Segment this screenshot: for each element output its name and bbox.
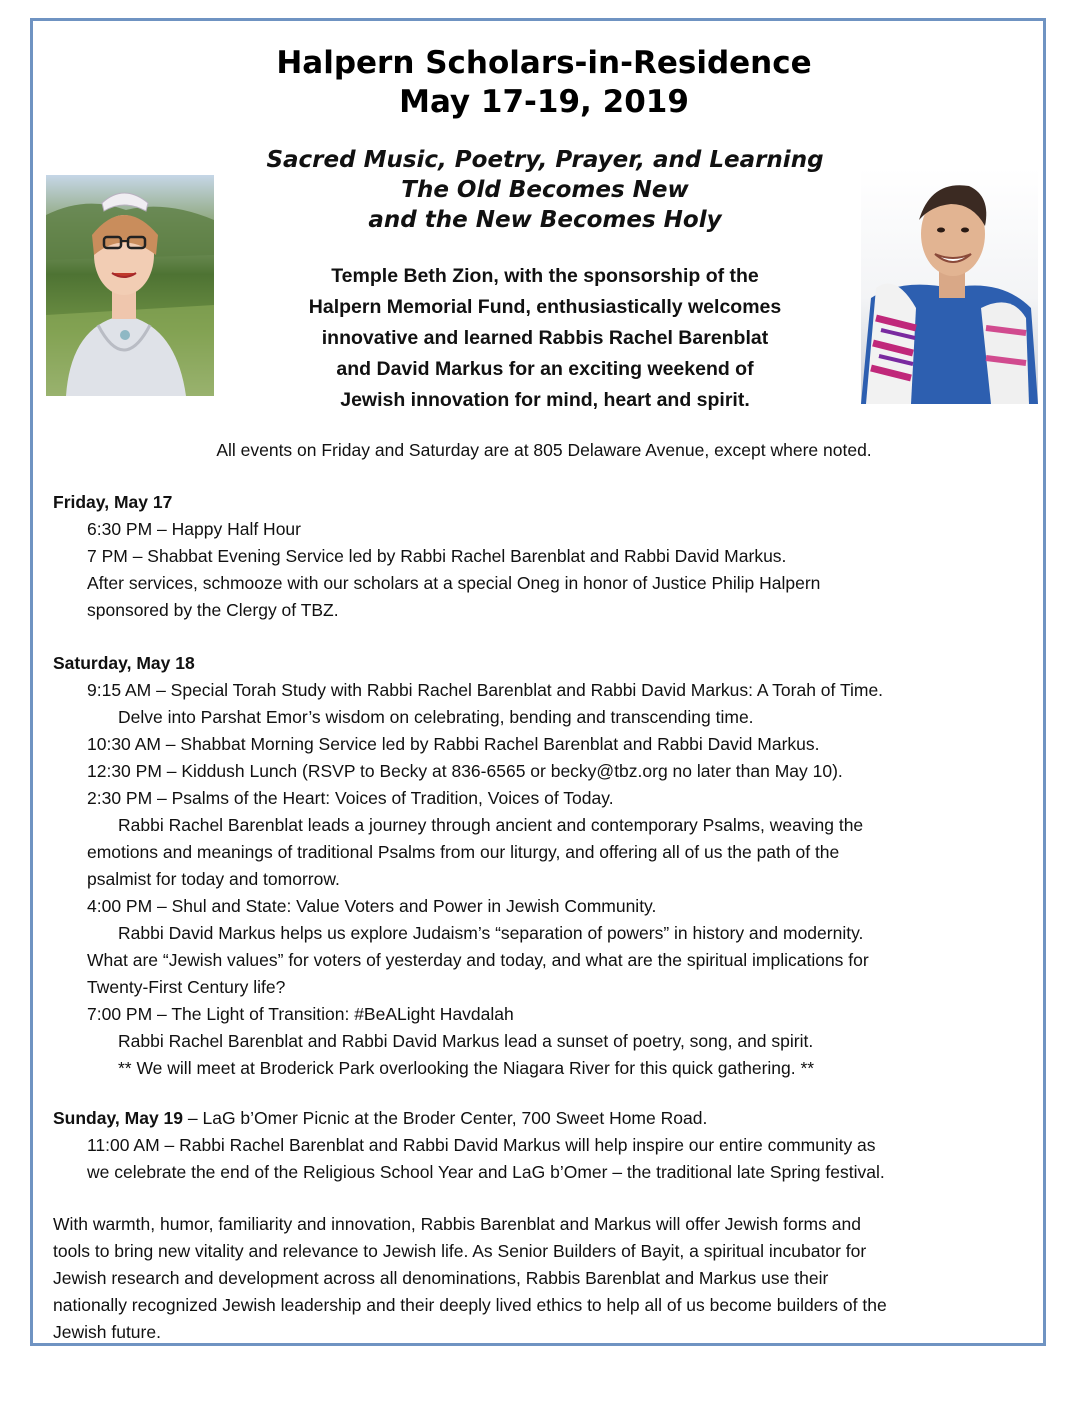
schedule-item: 6:30 PM – Happy Half Hour: [87, 519, 301, 539]
schedule-detail: Rabbi Rachel Barenblat and Rabbi David Markus lead a sunset of poetry, song, and spirit.: [118, 1031, 814, 1051]
schedule-item: 12:30 PM – Kiddush Lunch (RSVP to Becky at 836-6565 or becky@tbz.org no later than May 10).: [87, 761, 843, 781]
closing-paragraph: [53, 1211, 1038, 1346]
schedule-detail: Rabbi David Markus helps us explore Judaism’s “separation of powers” in history and modernity.: [118, 923, 864, 943]
intro-line: Temple Beth Zion, with the sponsorship of the: [331, 265, 759, 287]
saturday-heading: Saturday, May 18: [53, 653, 195, 673]
schedule-item: 9:15 AM – Special Torah Study with Rabbi Rachel Barenblat and Rabbi David Markus: A Torah of Time.: [87, 680, 884, 700]
intro-paragraph: [265, 261, 825, 416]
rabbi-rachel-photo: [46, 175, 214, 396]
saturday-section: [53, 650, 1038, 1082]
portrait-illustration: [46, 175, 214, 396]
closing-line: Jewish future.: [53, 1322, 161, 1342]
subtitle-line: Sacred Music, Poetry, Prayer, and Learning: [266, 147, 824, 173]
schedule-item: 4:00 PM – Shul and State: Value Voters and Power in Jewish Community.: [87, 896, 657, 916]
page-title: Halpern Scholars-in-Residence: [276, 45, 812, 81]
sunday-heading-line: [53, 1105, 1038, 1132]
schedule-detail: Twenty-First Century life?: [87, 977, 286, 997]
schedule-detail: we celebrate the end of the Religious School Year and LaG b’Omer – the traditional late Spring festival.: [87, 1162, 885, 1182]
intro-line: Jewish innovation for mind, heart and spirit.: [340, 389, 750, 411]
closing-line: With warmth, humor, familiarity and innovation, Rabbis Barenblat and Markus will offer Jewish forms and: [53, 1214, 861, 1234]
friday-heading: Friday, May 17: [53, 492, 173, 512]
schedule-detail: What are “Jewish values” for voters of yesterday and today, and what are the spiritual implications for: [87, 950, 869, 970]
schedule-detail: Delve into Parshat Emor’s wisdom on celebrating, bending and transcending time.: [118, 707, 754, 727]
schedule-item: 7:00 PM – The Light of Transition: #BeALight Havdalah: [87, 1004, 514, 1024]
schedule-detail: Rabbi Rachel Barenblat leads a journey through ancient and contemporary Psalms, weaving the: [118, 815, 864, 835]
intro-line: Halpern Memorial Fund, enthusiastically welcomes: [308, 296, 782, 318]
sunday-heading-detail: – LaG b’Omer Picnic at the Broder Center, 700 Sweet Home Road.: [183, 1108, 708, 1128]
location-notice: All events on Friday and Saturday are at 805 Delaware Avenue, except where noted.: [216, 440, 872, 460]
sunday-section: [53, 1105, 1038, 1186]
schedule-item: 7 PM – Shabbat Evening Service led by Rabbi Rachel Barenblat and Rabbi David Markus.: [87, 546, 787, 566]
closing-line: nationally recognized Jewish leadership and their deeply lived ethics to help all of us become builders of the: [53, 1295, 887, 1315]
event-subtitle: [215, 145, 875, 235]
schedule-detail: ** We will meet at Broderick Park overlooking the Niagara River for this quick gathering. **: [118, 1058, 815, 1078]
rabbi-david-photo: [861, 168, 1038, 404]
subtitle-line: and the New Becomes Holy: [368, 207, 722, 233]
schedule-item: 10:30 AM – Shabbat Morning Service led by Rabbi Rachel Barenblat and Rabbi David Markus.: [87, 734, 820, 754]
schedule-item: sponsored by the Clergy of TBZ.: [87, 600, 339, 620]
intro-line: and David Markus for an exciting weekend of: [336, 358, 754, 380]
sunday-heading: Sunday, May 19: [53, 1108, 184, 1128]
friday-section: [53, 489, 1038, 624]
subtitle-line: The Old Becomes New: [401, 177, 689, 203]
closing-line: Jewish research and development across all denominations, Rabbis Barenblat and Markus use their: [53, 1268, 829, 1288]
schedule-item: After services, schmooze with our scholars at a special Oneg in honor of Justice Philip Halpern: [87, 573, 821, 593]
schedule-detail: psalmist for today and tomorrow.: [87, 869, 340, 889]
closing-line: tools to bring new vitality and relevance to Jewish life. As Senior Builders of Bayit, a spiritual incubator for: [53, 1241, 867, 1261]
event-dates: May 17-19, 2019: [399, 84, 689, 120]
portrait-illustration: [861, 168, 1038, 404]
schedule-detail: emotions and meanings of traditional Psalms from our liturgy, and offering all of us the path of the: [87, 842, 840, 862]
schedule-item: 11:00 AM – Rabbi Rachel Barenblat and Rabbi David Markus will help inspire our entire community as: [87, 1135, 876, 1155]
schedule-item: 2:30 PM – Psalms of the Heart: Voices of Tradition, Voices of Today.: [87, 788, 614, 808]
intro-line: innovative and learned Rabbis Rachel Barenblat: [321, 327, 769, 349]
